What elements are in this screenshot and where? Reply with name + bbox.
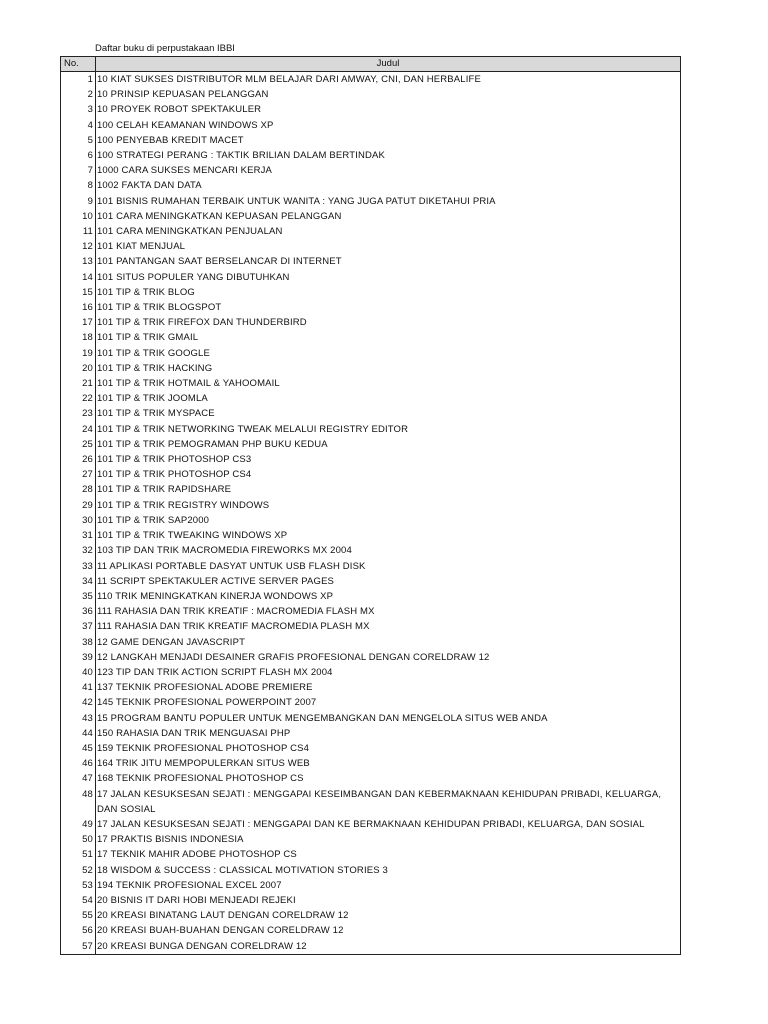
book-title: 101 TIP & TRIK RAPIDSHARE: [96, 482, 681, 497]
book-title: 123 TIP DAN TRIK ACTION SCRIPT FLASH MX 2004: [96, 665, 681, 680]
row-number: 9: [61, 194, 96, 209]
table-row: [61, 391, 681, 406]
row-number: 52: [61, 863, 96, 878]
row-number: 31: [61, 528, 96, 543]
book-title: 12 LANGKAH MENJADI DESAINER GRAFIS PROFESIONAL DENGAN CORELDRAW 12: [96, 650, 681, 665]
book-title: 10 PROYEK ROBOT SPEKTAKULER: [96, 102, 681, 117]
book-title: 20 KREASI BUAH-BUAHAN DENGAN CORELDRAW 12: [96, 923, 681, 938]
book-title: 101 TIP & TRIK PEMOGRAMAN PHP BUKU KEDUA: [96, 437, 681, 452]
row-number: 53: [61, 878, 96, 893]
book-title: 101 TIP & TRIK HACKING: [96, 361, 681, 376]
book-title: 168 TEKNIK PROFESIONAL PHOTOSHOP CS: [96, 771, 681, 786]
table-row: [61, 878, 681, 893]
book-title: 101 BISNIS RUMAHAN TERBAIK UNTUK WANITA : YANG JUGA PATUT DIKETAHUI PRIA: [96, 194, 681, 209]
table-row: [61, 224, 681, 239]
book-title: 10 PRINSIP KEPUASAN PELANGGAN: [96, 87, 681, 102]
table-row: [61, 498, 681, 513]
book-title: 101 PANTANGAN SAAT BERSELANCAR DI INTERNET: [96, 254, 681, 269]
table-row: [61, 574, 681, 589]
row-number: 33: [61, 559, 96, 574]
table-row: [61, 285, 681, 300]
row-number: 8: [61, 178, 96, 193]
row-number: 32: [61, 543, 96, 558]
row-number: 12: [61, 239, 96, 254]
table-row: [61, 741, 681, 756]
row-number: 3: [61, 102, 96, 117]
row-number: 19: [61, 346, 96, 361]
row-number: 47: [61, 771, 96, 786]
table-row: [61, 467, 681, 482]
table-body: [61, 72, 681, 955]
table-row: [61, 893, 681, 908]
book-title: 101 TIP & TRIK MYSPACE: [96, 406, 681, 421]
book-title: 1000 CARA SUKSES MENCARI KERJA: [96, 163, 681, 178]
book-title: 101 TIP & TRIK TWEAKING WINDOWS XP: [96, 528, 681, 543]
table-row: [61, 194, 681, 209]
row-number: 41: [61, 680, 96, 695]
book-title: 110 TRIK MENINGKATKAN KINERJA WONDOWS XP: [96, 589, 681, 604]
row-number: 6: [61, 148, 96, 163]
book-title: 17 TEKNIK MAHIR ADOBE PHOTOSHOP CS: [96, 847, 681, 862]
row-number: 56: [61, 923, 96, 938]
row-number: 15: [61, 285, 96, 300]
row-number: 51: [61, 847, 96, 862]
book-title: 150 RAHASIA DAN TRIK MENGUASAI PHP: [96, 726, 681, 741]
row-number: 7: [61, 163, 96, 178]
row-number: 42: [61, 695, 96, 710]
book-title: 11 SCRIPT SPEKTAKULER ACTIVE SERVER PAGES: [96, 574, 681, 589]
column-header-no: No.: [61, 57, 96, 72]
row-number: 35: [61, 589, 96, 604]
row-number: 34: [61, 574, 96, 589]
row-number: 27: [61, 467, 96, 482]
table-row: [61, 270, 681, 285]
table-row: [61, 239, 681, 254]
book-title: 101 TIP & TRIK BLOG: [96, 285, 681, 300]
table-row: [61, 406, 681, 421]
book-title: 101 TIP & TRIK GMAIL: [96, 330, 681, 345]
book-title: 10 KIAT SUKSES DISTRIBUTOR MLM BELAJAR DARI AMWAY, CNI, DAN HERBALIFE: [96, 72, 681, 88]
book-title: 101 TIP & TRIK PHOTOSHOP CS3: [96, 452, 681, 467]
row-number: 50: [61, 832, 96, 847]
book-title: 101 TIP & TRIK HOTMAIL & YAHOOMAIL: [96, 376, 681, 391]
table-row: [61, 133, 681, 148]
row-number: 10: [61, 209, 96, 224]
row-number: 44: [61, 726, 96, 741]
table-row: [61, 528, 681, 543]
table-row: [61, 118, 681, 133]
table-row: [61, 513, 681, 528]
table-row: [61, 665, 681, 680]
row-number: 24: [61, 422, 96, 437]
table-row: [61, 695, 681, 710]
row-number: 36: [61, 604, 96, 619]
row-number: 1: [61, 72, 96, 88]
book-title: 101 KIAT MENJUAL: [96, 239, 681, 254]
book-title: 12 GAME DENGAN JAVASCRIPT: [96, 635, 681, 650]
book-title: 101 SITUS POPULER YANG DIBUTUHKAN: [96, 270, 681, 285]
row-number: 2: [61, 87, 96, 102]
table-row: [61, 619, 681, 634]
table-row: [61, 559, 681, 574]
table-row: [61, 72, 681, 88]
table-row: [61, 589, 681, 604]
book-title: 111 RAHASIA DAN TRIK KREATIF : MACROMEDIA FLASH MX: [96, 604, 681, 619]
table-row: [61, 300, 681, 315]
row-number: 40: [61, 665, 96, 680]
row-number: 22: [61, 391, 96, 406]
book-title: 101 CARA MENINGKATKAN KEPUASAN PELANGGAN: [96, 209, 681, 224]
table-row: [61, 939, 681, 955]
book-title: 1002 FAKTA DAN DATA: [96, 178, 681, 193]
row-number: 14: [61, 270, 96, 285]
table-row: [61, 330, 681, 345]
row-number: 48: [61, 787, 96, 817]
row-number: 54: [61, 893, 96, 908]
book-title: 17 PRAKTIS BISNIS INDONESIA: [96, 832, 681, 847]
book-title: 101 TIP & TRIK SAP2000: [96, 513, 681, 528]
book-title: 159 TEKNIK PROFESIONAL PHOTOSHOP CS4: [96, 741, 681, 756]
table-row: [61, 422, 681, 437]
table-row: [61, 635, 681, 650]
book-title: 194 TEKNIK PROFESIONAL EXCEL 2007: [96, 878, 681, 893]
table-row: [61, 756, 681, 771]
book-title: 111 RAHASIA DAN TRIK KREATIF MACROMEDIA PLASH MX: [96, 619, 681, 634]
table-row: [61, 163, 681, 178]
book-title: 103 TIP DAN TRIK MACROMEDIA FIREWORKS MX 2004: [96, 543, 681, 558]
book-title: 101 TIP & TRIK REGISTRY WINDOWS: [96, 498, 681, 513]
table-row: [61, 102, 681, 117]
book-title: 137 TEKNIK PROFESIONAL ADOBE PREMIERE: [96, 680, 681, 695]
table-row: [61, 87, 681, 102]
row-number: 38: [61, 635, 96, 650]
row-number: 55: [61, 908, 96, 923]
row-number: 49: [61, 817, 96, 832]
row-number: 45: [61, 741, 96, 756]
book-title: 101 CARA MENINGKATKAN PENJUALAN: [96, 224, 681, 239]
table-row: [61, 863, 681, 878]
table-row: [61, 437, 681, 452]
book-title: 17 JALAN KESUKSESAN SEJATI : MENGGAPAI DAN KE BERMAKNAAN KEHIDUPAN PRIBADI, KELUARGA, DAN SOSIAL: [96, 817, 681, 832]
table-row: [61, 711, 681, 726]
book-title: 101 TIP & TRIK BLOGSPOT: [96, 300, 681, 315]
table-row: [61, 376, 681, 391]
book-title: 101 TIP & TRIK JOOMLA: [96, 391, 681, 406]
book-title: 145 TEKNIK PROFESIONAL POWERPOINT 2007: [96, 695, 681, 710]
table-row: [61, 817, 681, 832]
book-title: 17 JALAN KESUKSESAN SEJATI : MENGGAPAI KESEIMBANGAN DAN KEBERMAKNAAN KEHIDUPAN PRIBADI, KELUARGA, DAN SOSIAL: [96, 787, 681, 817]
row-number: 37: [61, 619, 96, 634]
table-row: [61, 178, 681, 193]
row-number: 39: [61, 650, 96, 665]
book-title: 101 TIP & TRIK PHOTOSHOP CS4: [96, 467, 681, 482]
table-row: [61, 847, 681, 862]
book-title: 101 TIP & TRIK FIREFOX DAN THUNDERBIRD: [96, 315, 681, 330]
row-number: 57: [61, 939, 96, 955]
table-row: [61, 452, 681, 467]
sheet-caption: Daftar buku di perpustakaan IBBI: [95, 43, 235, 54]
row-number: 11: [61, 224, 96, 239]
row-number: 29: [61, 498, 96, 513]
table-row: [61, 726, 681, 741]
table-row: [61, 650, 681, 665]
table-row: [61, 604, 681, 619]
table-row: [61, 482, 681, 497]
table-row: [61, 832, 681, 847]
table-row: [61, 361, 681, 376]
row-number: 17: [61, 315, 96, 330]
book-title: 11 APLIKASI PORTABLE DASYAT UNTUK USB FLASH DISK: [96, 559, 681, 574]
row-number: 26: [61, 452, 96, 467]
row-number: 20: [61, 361, 96, 376]
table-row: [61, 908, 681, 923]
row-number: 28: [61, 482, 96, 497]
table-row: [61, 771, 681, 786]
row-number: 30: [61, 513, 96, 528]
row-number: 25: [61, 437, 96, 452]
table-row: [61, 209, 681, 224]
table-row: [61, 543, 681, 558]
table-row: [61, 346, 681, 361]
row-number: 43: [61, 711, 96, 726]
book-title: 100 CELAH KEAMANAN WINDOWS XP: [96, 118, 681, 133]
table-row: [61, 148, 681, 163]
header-row: [61, 57, 681, 72]
book-title: 20 KREASI BINATANG LAUT DENGAN CORELDRAW 12: [96, 908, 681, 923]
column-header-title: Judul: [96, 57, 681, 72]
book-title: 20 KREASI BUNGA DENGAN CORELDRAW 12: [96, 939, 681, 955]
table-row: [61, 923, 681, 938]
book-title: 101 TIP & TRIK GOOGLE: [96, 346, 681, 361]
row-number: 21: [61, 376, 96, 391]
table-row: [61, 680, 681, 695]
book-title: 100 STRATEGI PERANG : TAKTIK BRILIAN DALAM BERTINDAK: [96, 148, 681, 163]
row-number: 16: [61, 300, 96, 315]
row-number: 5: [61, 133, 96, 148]
row-number: 46: [61, 756, 96, 771]
table-row: [61, 254, 681, 269]
row-number: 4: [61, 118, 96, 133]
table-row: [61, 787, 681, 817]
table-row: [61, 315, 681, 330]
book-title: 20 BISNIS IT DARI HOBI MENJEADI REJEKI: [96, 893, 681, 908]
book-title: 101 TIP & TRIK NETWORKING TWEAK MELALUI REGISTRY EDITOR: [96, 422, 681, 437]
row-number: 23: [61, 406, 96, 421]
book-title: 18 WISDOM & SUCCESS : CLASSICAL MOTIVATION STORIES 3: [96, 863, 681, 878]
row-number: 18: [61, 330, 96, 345]
book-title: 100 PENYEBAB KREDIT MACET: [96, 133, 681, 148]
book-list-table: [60, 56, 681, 955]
book-title: 15 PROGRAM BANTU POPULER UNTUK MENGEMBANGKAN DAN MENGELOLA SITUS WEB ANDA: [96, 711, 681, 726]
row-number: 13: [61, 254, 96, 269]
book-title: 164 TRIK JITU MEMPOPULERKAN SITUS WEB: [96, 756, 681, 771]
